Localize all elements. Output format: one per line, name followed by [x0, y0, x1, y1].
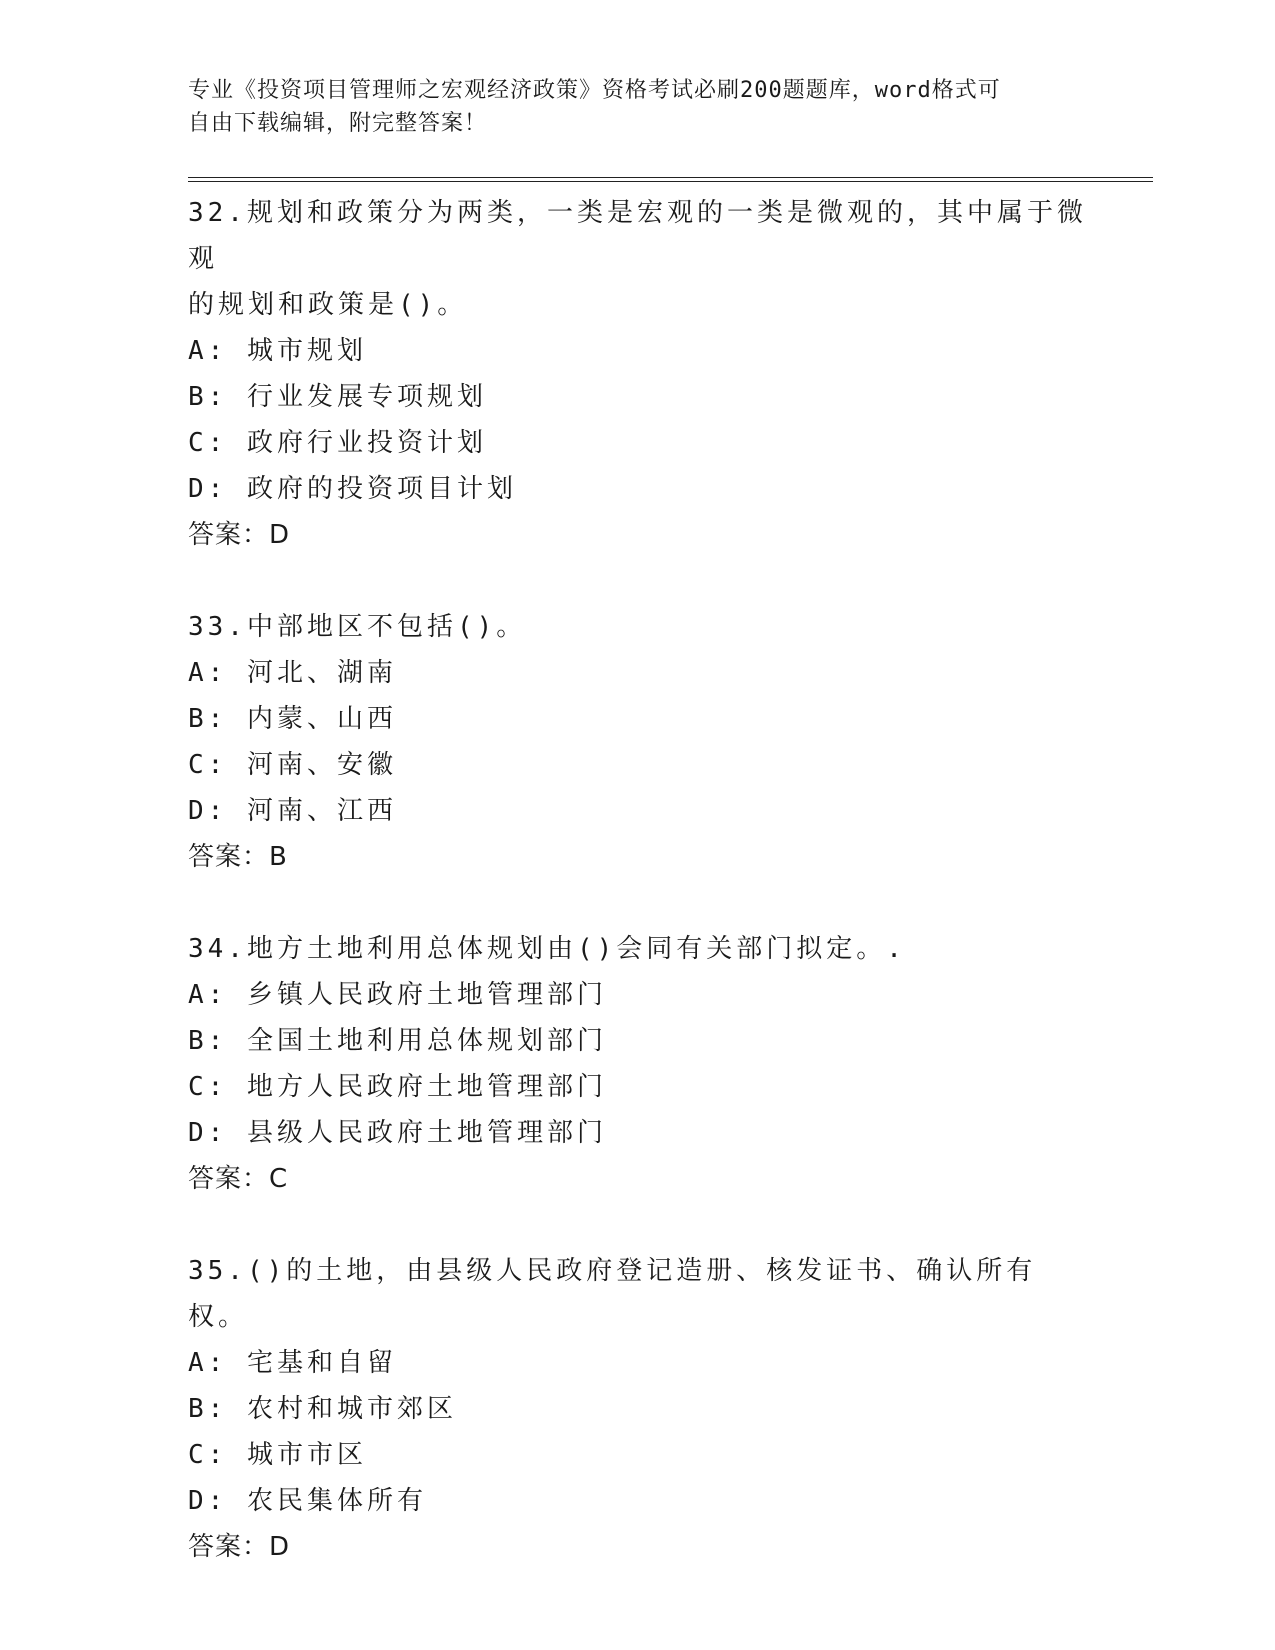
question-34: [188, 926, 1088, 1202]
option-c: C: 地方人民政府土地管理部门: [188, 1072, 607, 1102]
option-d: D: 政府的投资项目计划: [188, 474, 517, 504]
answer: 答案：B: [188, 842, 288, 872]
header-divider-top: [188, 177, 1153, 178]
answer: 答案：C: [188, 1164, 289, 1194]
option-b: B: 全国土地利用总体规划部门: [188, 1026, 607, 1056]
option-b: B: 农村和城市郊区: [188, 1394, 457, 1424]
option-d: D: 县级人民政府土地管理部门: [188, 1118, 607, 1148]
option-c: C: 政府行业投资计划: [188, 428, 487, 458]
document-header: [188, 74, 1088, 140]
question-32: [188, 190, 1088, 558]
option-a: A: 城市规划: [188, 336, 367, 366]
question-35: [188, 1248, 1088, 1570]
header-divider-bottom: [188, 181, 1153, 182]
question-33: [188, 604, 1088, 880]
option-d: D: 农民集体所有: [188, 1486, 427, 1516]
question-spacer: [188, 880, 1088, 926]
question-stem-continued: 的规划和政策是()。: [188, 290, 468, 320]
option-a: A: 乡镇人民政府土地管理部门: [188, 980, 607, 1010]
option-c: C: 河南、安徽: [188, 750, 397, 780]
option-a: A: 河北、湖南: [188, 658, 397, 688]
question-stem: 32.规划和政策分为两类，一类是宏观的一类是微观的，其中属于微观: [188, 198, 1087, 274]
question-stem: 33.中部地区不包括()。: [188, 612, 527, 642]
option-c: C: 城市市区: [188, 1440, 367, 1470]
header-line-2: 自由下载编辑，附完整答案！: [188, 111, 488, 136]
option-d: D: 河南、江西: [188, 796, 397, 826]
option-b: B: 内蒙、山西: [188, 704, 397, 734]
question-stem: 35.()的土地，由县级人民政府登记造册、核发证书、确认所有权。: [188, 1256, 1037, 1332]
option-b: B: 行业发展专项规划: [188, 382, 487, 412]
answer: 答案：D: [188, 1532, 291, 1562]
question-spacer: [188, 1202, 1088, 1248]
question-spacer: [188, 558, 1088, 604]
question-stem: 34.地方土地利用总体规划由()会同有关部门拟定。.: [188, 934, 906, 964]
option-a: A: 宅基和自留: [188, 1348, 397, 1378]
question-list: [188, 190, 1088, 1570]
header-line-1: 专业《投资项目管理师之宏观经济政策》资格考试必刷200题题库，word格式可: [188, 78, 1001, 103]
answer: 答案：D: [188, 520, 291, 550]
